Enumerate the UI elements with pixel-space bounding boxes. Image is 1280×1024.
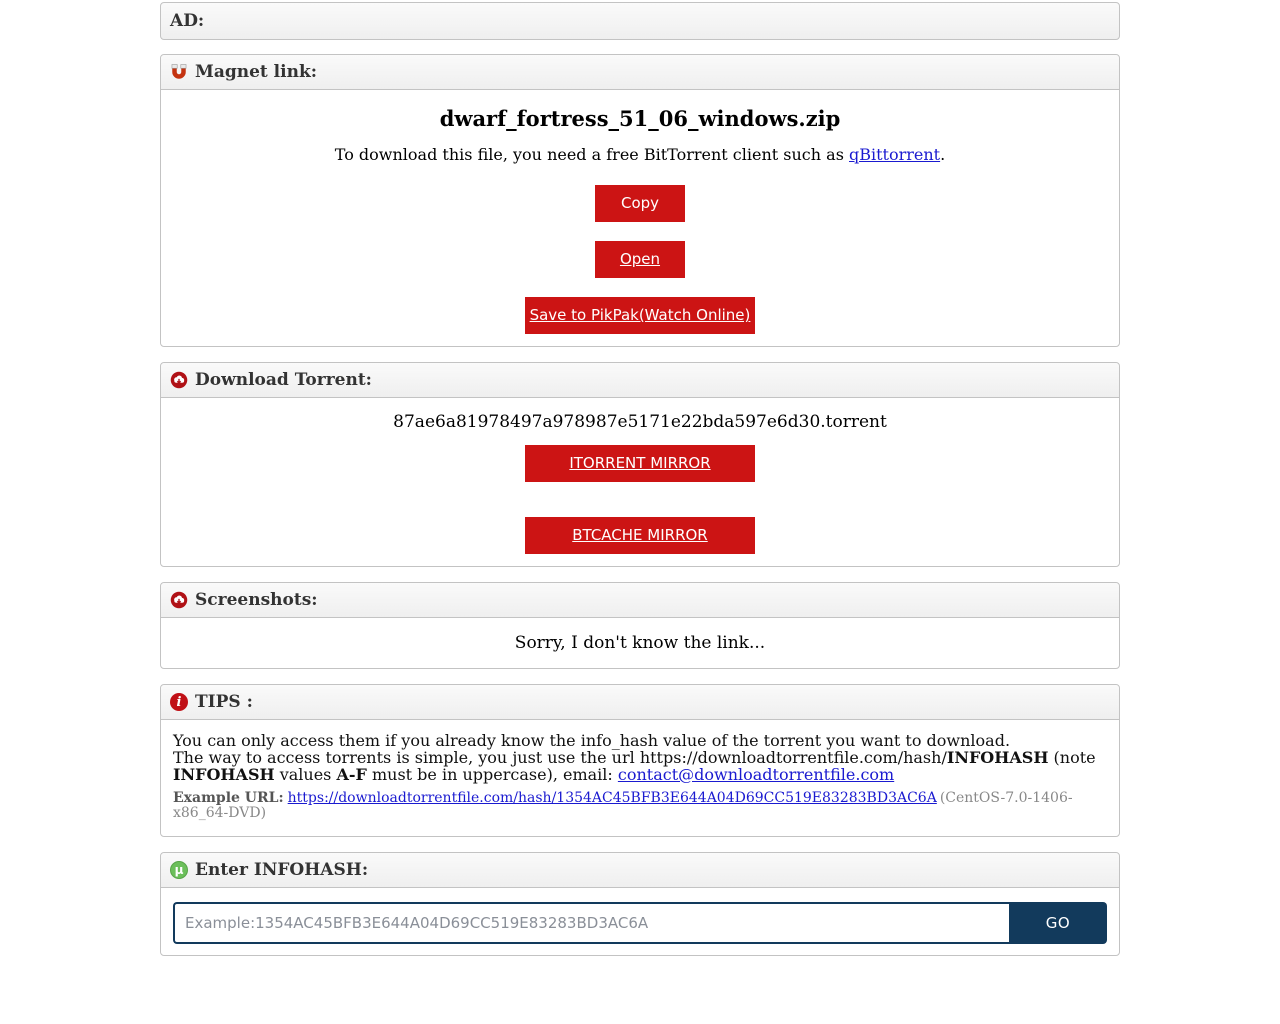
download-torrent-header [161, 363, 1119, 398]
tips-line-2 [173, 747, 1107, 784]
screenshots-message: Sorry, I don't know the link... [514, 633, 766, 653]
tips-line-2-text: values [274, 764, 337, 784]
info-icon: i [170, 693, 188, 711]
infohash-token: INFOHASH [173, 764, 275, 784]
screenshots-title: Screenshots: [195, 590, 318, 610]
magnet-section-title: Magnet link: [195, 62, 317, 82]
bittorrent-note-text: To download this file, you need a free BitTorrent client such as [334, 145, 849, 164]
screenshots-section [160, 582, 1120, 669]
tips-line-2-text: (note [1048, 747, 1096, 767]
magnet-section [160, 54, 1120, 347]
tips-line-1: You can only access them if you already know the info_hash value of the torrent you want to download. [173, 731, 1011, 750]
tips-title: TIPS : [195, 692, 253, 712]
infohash-input[interactable] [173, 902, 1009, 944]
utorrent-icon: µ [170, 861, 188, 879]
cloud-download-icon [170, 371, 188, 389]
copy-button[interactable]: Copy [595, 185, 685, 222]
example-url-line [173, 791, 1107, 820]
itorrent-mirror-row [161, 445, 1119, 482]
copy-button-row [161, 185, 1119, 222]
btcache-mirror-row [161, 517, 1119, 554]
contact-email-link[interactable]: contact@downloadtorrentfile.com [617, 764, 895, 784]
magnet-icon [170, 63, 188, 81]
example-url-label: Example URL: [173, 790, 284, 807]
af-token: A-F [336, 764, 367, 784]
page-container [160, 0, 1120, 956]
ad-box [160, 2, 1120, 40]
tips-section [160, 684, 1120, 837]
tips-body [161, 720, 1119, 836]
tips-header [161, 685, 1119, 720]
file-name: dwarf_fortress_51_06_windows.zip [439, 106, 841, 131]
ad-label: AD: [170, 11, 205, 31]
infohash-token: INFOHASH [946, 747, 1049, 767]
infohash-body [161, 888, 1119, 955]
qbittorrent-link[interactable]: qBittorrent [849, 145, 941, 164]
bittorrent-note [161, 145, 1119, 164]
cloud-download-icon [170, 591, 188, 609]
screenshots-header [161, 583, 1119, 618]
infohash-section [160, 852, 1120, 956]
itorrent-mirror-button[interactable]: ITORRENT MIRROR [525, 445, 755, 482]
infohash-header [161, 853, 1119, 888]
infohash-title: Enter INFOHASH: [195, 859, 369, 880]
btcache-mirror-button[interactable]: BTCACHE MIRROR [525, 517, 755, 554]
example-url-link[interactable]: https://downloadtorrentfile.com/hash/1354AC45BFB3E644A04D69CC519E83283BD3AC6A [287, 790, 937, 807]
bittorrent-note-period: . [940, 145, 946, 164]
pikpak-button-row [161, 297, 1119, 334]
tips-line-2-text: The way to access torrents is simple, you just use the url https://downloadtorrentfile.com/hash/ [173, 747, 947, 767]
magnet-section-header [161, 55, 1119, 90]
download-torrent-section [160, 362, 1120, 567]
open-button[interactable]: Open [595, 241, 685, 278]
example-url-suffix: (CentOS-7.0-1406-x86_64-DVD) [173, 790, 1073, 822]
download-torrent-title: Download Torrent: [195, 370, 372, 390]
pikpak-save-button[interactable]: Save to PikPak(Watch Online) [525, 297, 755, 334]
screenshots-body [161, 633, 1119, 653]
open-button-row [161, 241, 1119, 278]
go-button[interactable]: GO [1009, 902, 1107, 944]
tips-line-2-text: must be in uppercase), email: [366, 764, 618, 784]
magnet-section-body [161, 106, 1119, 346]
torrent-file-name: 87ae6a81978497a978987e5171e22bda597e6d30.torrent [393, 412, 887, 432]
download-torrent-body [161, 412, 1119, 566]
